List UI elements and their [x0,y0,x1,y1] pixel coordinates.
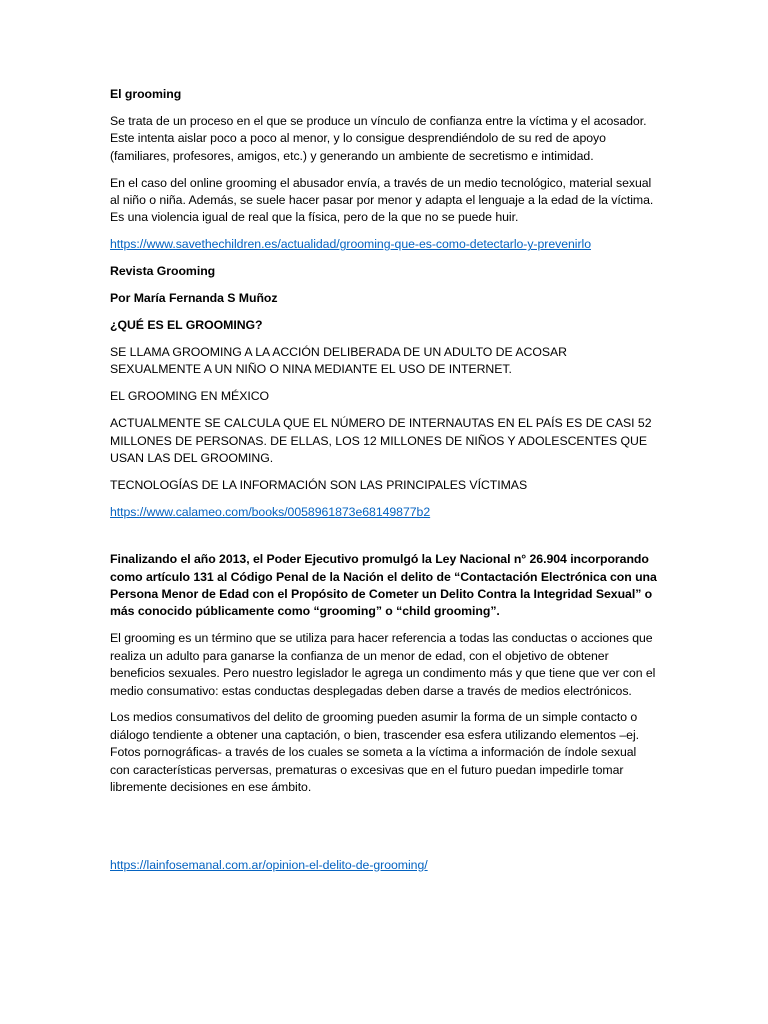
author-line: Por María Fernanda S Muñoz [110,291,278,306]
paragraph-definition: Se trata de un proceso en el que se produce un vínculo de confianza entre la víctima y el acosador. Este intenta aislar poco a poco al menor, y lo consigue desprendiéndolo de su red de apoyo (familiares, profesores, amigos, etc.) y generando un ambiente de secretismo e intimidad. [110,113,647,163]
link-savethechildren[interactable]: https://www.savethechildren.es/actualidad/grooming-que-es-como-detectarlo-y-prevenirlo [110,237,591,252]
link-calameo[interactable]: https://www.calameo.com/books/0058961873e68149877b2 [110,504,431,519]
revista-title: Revista Grooming [110,264,216,279]
heading-grooming: El grooming [110,87,182,101]
caps-victims: TECNOLOGÍAS DE LA INFORMACIÓN SON LAS PRINCIPALES VÍCTIMAS [110,477,528,492]
paragraph-means: Los medios consumativos del delito de grooming pueden asumir la forma de un simple contacto o diálogo tendiente a obtener una captación, o bien, trascender esa esfera utilizando elementos –ej. Fotos pornográficas- a través de los cuales se someta a la víctima a información de índole sexual con características perversas, prematuras o excesivas que en el futuro puedan impedirle tomar libremente decisiones en ese ámbito. [110,710,640,795]
question-heading: ¿QUÉ ES EL GROOMING? [110,318,263,333]
paragraph-term: El grooming es un término que se utiliza para hacer referencia a todas las conductas o acciones que realiza un adulto para ganarse la confianza de un menor de edad, con el objetivo de obtener beneficios sexuales. Pero nuestro legislador le agrega un condimento más y que tiene que ver con el medio consumativo: estas conductas desplegadas deben darse a través de medios electrónicos. [110,631,656,698]
link-lainfosemanal[interactable]: https://lainfosemanal.com.ar/opinion-el-delito-de-grooming/ [110,857,428,872]
caps-mexico-heading: EL GROOMING EN MÉXICO [110,389,270,404]
caps-definition: SE LLAMA GROOMING A LA ACCIÓN DELIBERADA DE UN ADULTO DE ACOSAR SEXUALMENTE A UN NIÑO O NINA MEDIANTE EL USO DE INTERNET. [110,344,567,377]
caps-statistics: ACTUALMENTE SE CALCULA QUE EL NÚMERO DE INTERNAUTAS EN EL PAÍS ES DE CASI 52 MILLONES DE PERSONAS. DE ELLAS, LOS 12 MILLONES DE NIÑOS Y ADOLESCENTES QUE USAN LAS DEL GROOMING. [110,416,652,465]
bold-law-paragraph: Finalizando el año 2013, el Poder Ejecutivo promulgó la Ley Nacional n° 26.904 incorporando como artículo 131 al Código Penal de la Nación el delito de “Contactación Electrónica con una Persona Menor de Edad con el Propósito de Cometer un Delito Contra la Integridad Sexual” o más conocido públicamente como “grooming” o “child grooming”. [110,552,657,619]
paragraph-online-grooming: En el caso del online grooming el abusador envía, a través de un medio tecnológico, material sexual al niño o niña. Además, se suele hacer pasar por menor y adapta el lenguaje a la edad de la víctima. Es una violencia igual de real que la física, pero de la que no se puede huir. [110,175,654,225]
